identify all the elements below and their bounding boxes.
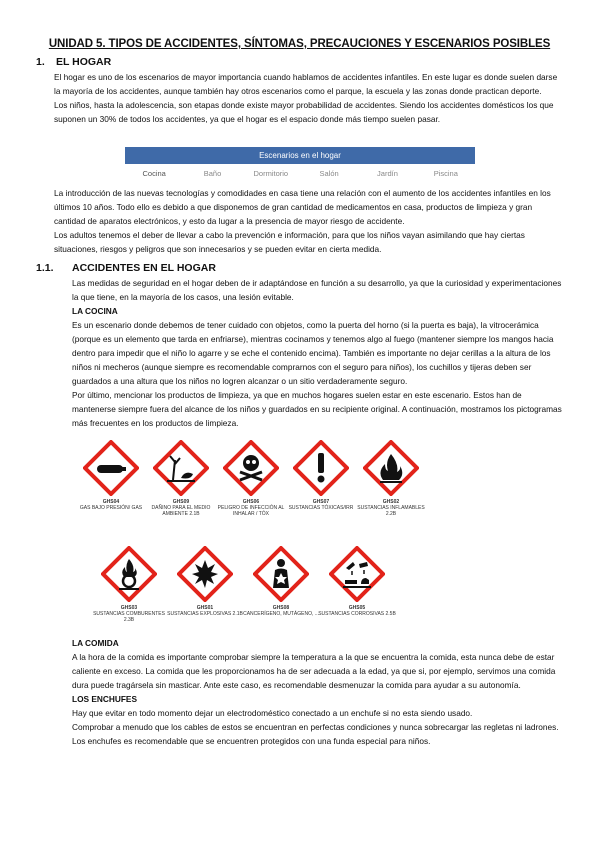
pictogram-ghs06 xyxy=(212,440,290,517)
pictogram-code: GHS03 xyxy=(120,605,138,611)
tech-text xyxy=(54,186,564,256)
pictogram-code: GHS06 xyxy=(242,499,260,505)
subheading-enchufes: LOS ENCHUFES xyxy=(72,694,137,704)
paragraph: Los adultos tenemos el deber de llevar a cabo la prevención e información, para que los niños vayan asimilando que hay ciertas situaciones, riesgos y peligros que son innecesarios y se pueden evitar en cierta medida. xyxy=(54,230,525,254)
pictogram-ghs08 xyxy=(242,546,320,617)
pictogram-ghs02 xyxy=(352,440,430,517)
scenarios-tabs xyxy=(125,147,475,183)
section-number: 1.1. xyxy=(36,262,54,274)
tab-cocina[interactable]: Cocina xyxy=(142,169,166,178)
pictogram-ghs01 xyxy=(166,546,244,617)
tab-bano[interactable]: Baño xyxy=(203,169,222,178)
pictogram-label: CANCERÍGENO, MUTÁGENO, ... xyxy=(243,611,319,617)
pictogram-label: DAÑINO PARA EL MEDIO AMBIENTE 2.1B xyxy=(151,505,211,517)
paragraph: Por último, mencionar los productos de limpieza, ya que en muchos hogares suelen estar en este escenario. Estos han de mantenerse siempre fuera del alcance de los niños y guardados en su recipiente original. A continuación, mostramos los pictogramas más frecuentes en los productos de limpieza. xyxy=(72,390,562,428)
pictogram-label: SUSTANCIAS CORROSIVAS 2.5B xyxy=(318,611,396,617)
section-heading-accidentes xyxy=(36,262,216,274)
paragraph: A la hora de la comida es importante comprobar siempre la temperatura a la que se encuentra la comida, esta nunca debe de estar caliente en exceso. La comida que les proporcionamos ha de ser adecuada a la edad, ya que si, por ejemplo, servimos una comida dura puede tragársela sin masticar. Ante este caso, es recomendable desmenuzar la comida para ayudar a su autonomía. xyxy=(72,652,556,690)
explosion-icon xyxy=(177,546,233,602)
pictogram-ghs09 xyxy=(142,440,220,517)
pictogram-code: GHS09 xyxy=(172,499,190,505)
section-title: ACCIDENTES EN EL HOGAR xyxy=(72,262,216,274)
paragraph: Los niños, hasta la adolescencia, son etapas donde existe mayor probabilidad de accidentes. Siendo los accidentes domésticos los que suponen un 30% de todos los accidentes, ya que el hogar es el espacio donde más tiempo suelen pasar. xyxy=(54,100,554,124)
pictogram-code: GHS01 xyxy=(196,605,214,611)
pictogram-code: GHS04 xyxy=(102,499,120,505)
tab-salon[interactable]: Salón xyxy=(319,169,339,178)
tab-dormitorio[interactable]: Dormitorio xyxy=(253,169,289,178)
paragraph: Las medidas de seguridad en el hogar deben de ir adaptándose en función a su desarrollo, ya que la curiosidad y experimentaciones la que tiene, en la mayoría de los casos, una lesión evitable. xyxy=(72,278,562,302)
tab-jardin[interactable]: Jardín xyxy=(377,169,398,178)
pictogram-ghs04 xyxy=(72,440,150,511)
paragraph: El hogar es uno de los escenarios de mayor importancia cuando hablamos de accidentes infantiles. En este lugar es donde suelen darse la mayoría de los accidentes, aunque también hay otros escenarios como el parque, la escuela y las zonas donde practican deporte. xyxy=(54,72,558,96)
pictogram-code: GHS05 xyxy=(348,605,366,611)
comida-enchufes-text xyxy=(72,636,566,748)
scenarios-tab-row xyxy=(125,164,475,183)
gas-cylinder-icon xyxy=(83,440,139,496)
section-heading-hogar xyxy=(36,56,111,68)
tab-piscina[interactable]: Piscina xyxy=(433,169,458,178)
flame-over-circle-icon xyxy=(101,546,157,602)
flame-icon xyxy=(363,440,419,496)
paragraph: Los enchufes es recomendable que se encuentren protegidos con una funda especial para niños. xyxy=(72,736,431,746)
pictogram-label: GAS BAJO PRESIÓN/ GAS xyxy=(79,505,143,511)
health-hazard-icon xyxy=(253,546,309,602)
paragraph: Comprobar a menudo que los cables de estos se encuentran en perfectas condiciones y nunca sobrecargar las regletas ni ladrones. xyxy=(72,722,559,732)
pictogram-label: SUSTANCIAS INFLAMABLES 2.2B xyxy=(357,505,425,517)
section-title: EL HOGAR xyxy=(56,56,112,68)
pictogram-code: GHS02 xyxy=(382,499,400,505)
exclamation-icon xyxy=(293,440,349,496)
pictogram-ghs05 xyxy=(318,546,396,617)
intro-text xyxy=(54,70,564,126)
paragraph: Es un escenario donde debemos de tener cuidado con objetos, como la puerta del horno (si la puerta es baja), la vitrocerámica (porque es un elemento que tarda en enfriarse), mientras cocinamos y tenemos algo al fuego (mantener siempre los mangos hacia dentro para impedir que el niño lo agarre y se eche el contenido encima). También es importante no dejar cerillas a la altura de los niños ni mecheros (aunque siempre es recomendable comprarnos con el seguro para niños), los cuchillos y tijeras deben ser guardados a una altura que los niños no logren alcanzar o un sitio verdaderamente seguro. xyxy=(72,320,554,386)
pictogram-code: GHS08 xyxy=(272,605,290,611)
corrosion-icon xyxy=(329,546,385,602)
pictogram-ghs03 xyxy=(90,546,168,623)
pictogram-label: SUSTANCIAS EXPLOSIVAS 2.1B xyxy=(167,611,243,617)
skull-crossbones-icon xyxy=(223,440,279,496)
pictogram-label: PELIGRO DE INFECCIÓN AL INHALAR / TÓX xyxy=(217,505,285,517)
cocina-text xyxy=(72,276,566,430)
page-title: UNIDAD 5. TIPOS DE ACCIDENTES, SÍNTOMAS, PRECAUCIONES Y ESCENARIOS POSIBLES xyxy=(48,38,551,50)
pictogram-label: SUSTANCIAS TÓXICAS/IRR xyxy=(288,505,354,511)
paragraph: Hay que evitar en todo momento dejar un electrodoméstico conectado a un enchufe si no esta siendo usado. xyxy=(72,708,473,718)
pictogram-ghs07 xyxy=(282,440,360,511)
environment-icon xyxy=(153,440,209,496)
section-number: 1. xyxy=(36,56,45,68)
subheading-comida: LA COMIDA xyxy=(72,638,119,648)
scenarios-header: Escenarios en el hogar xyxy=(125,147,475,164)
paragraph: La introducción de las nuevas tecnologías y comodidades en casa tiene una relación con el aumento de los accidentes infantiles en los últimos 10 años. Todo ello es debido a que disponemos de gran cantidad de medicamentos en casa, productos de limpieza y gran cantidad de aparatos electrónicos, y esto da lugar a la presencia de mayor riesgo de accidente. xyxy=(54,188,551,226)
pictogram-label: SUSTANCIAS COMBURENTES 2.3B xyxy=(93,611,165,623)
subheading-cocina: LA COCINA xyxy=(72,306,118,316)
pictogram-code: GHS07 xyxy=(312,499,330,505)
